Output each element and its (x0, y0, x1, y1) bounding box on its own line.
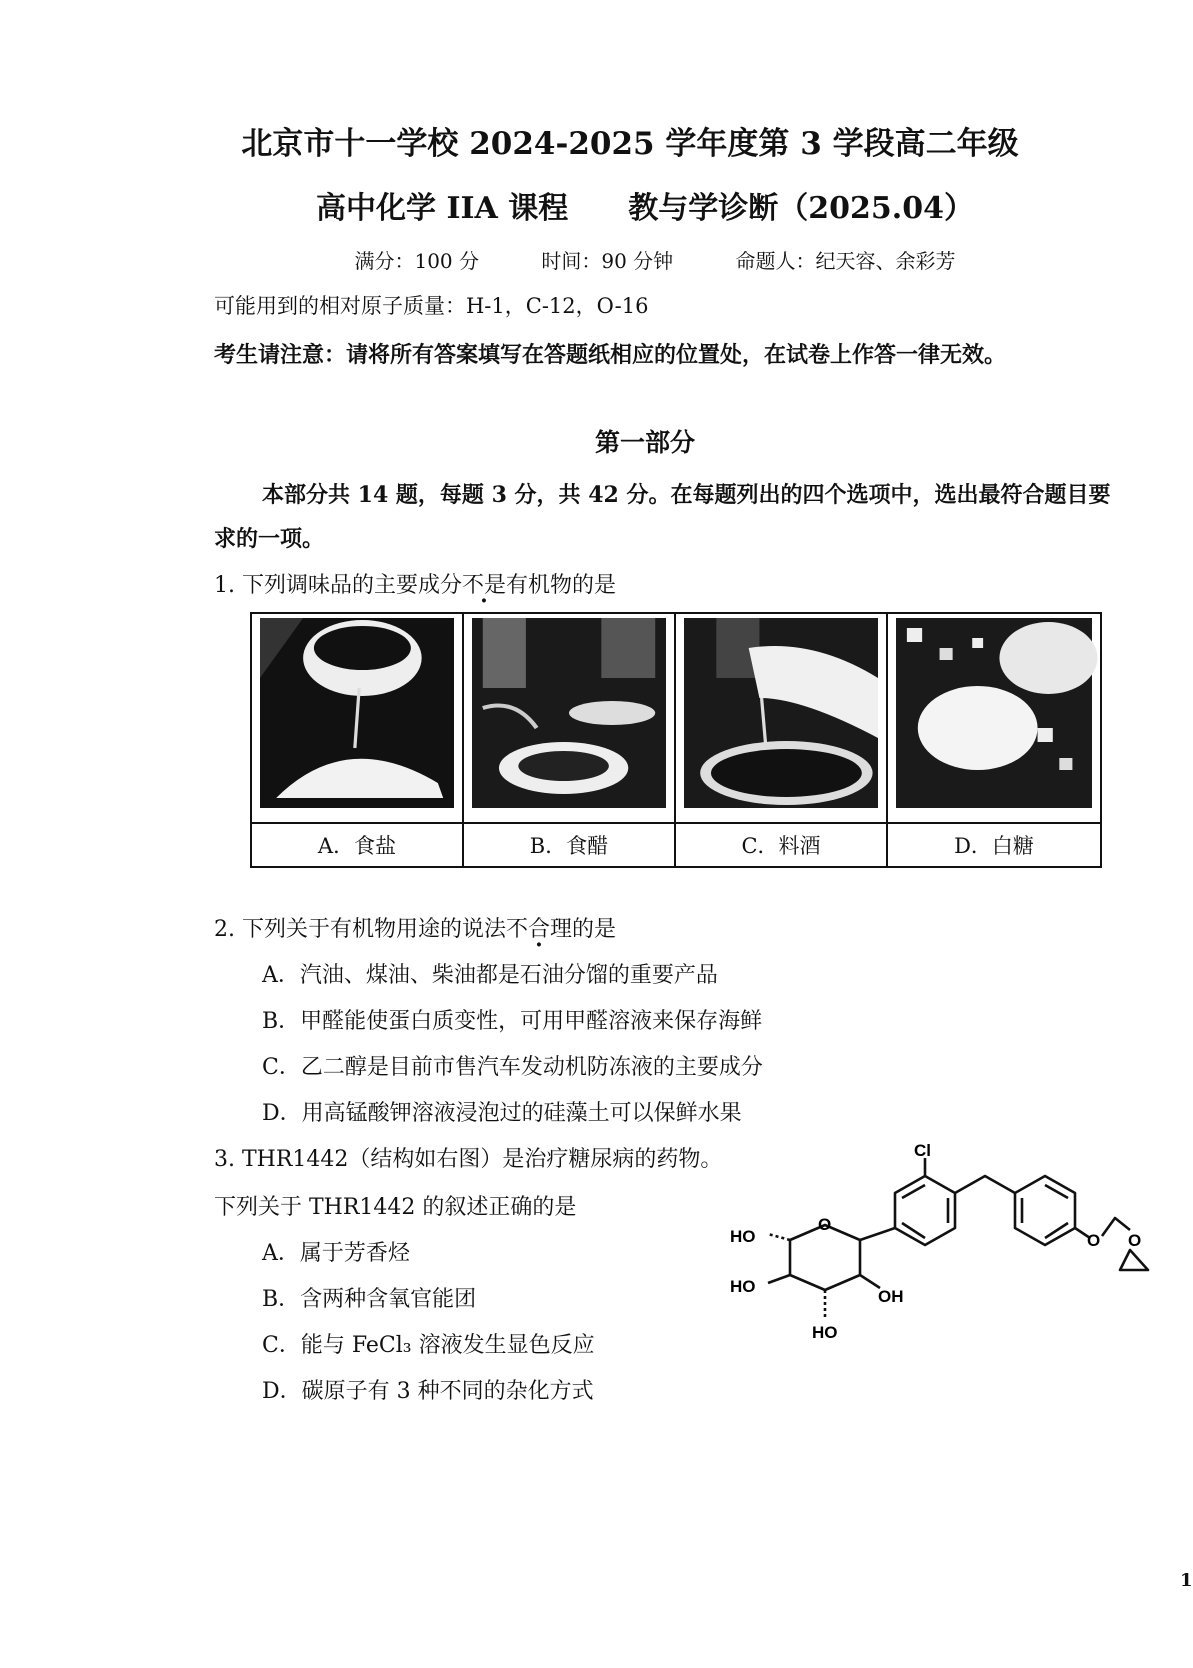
section-intro-line1: 本部分共 14 题，每题 3 分，共 42 分。在每题列出的四个选项中，选出最符合题目要 (262, 482, 1111, 508)
exam-title: 北京市十一学校 2024-2025 学年度第 3 学段高二年级 (241, 126, 1019, 162)
q2-option-b: B．甲醛能使蛋白质变性，可用甲醛溶液来保存海鲜 (262, 1009, 763, 1034)
q3-stem-line2: 下列关于 THR1442 的叙述正确的是 (214, 1195, 577, 1220)
q2-stem (214, 912, 616, 943)
q1-stem (214, 568, 616, 599)
q2-option-c: C．乙二醇是目前市售汽车发动机防冻液的主要成分 (262, 1055, 763, 1080)
q2-stem-after: 的是 (572, 917, 617, 942)
page-number: 1 (1180, 1570, 1193, 1591)
salt-photo (252, 614, 464, 824)
q1-stem-after: 有机物的是 (506, 573, 617, 598)
q1-options-table (250, 612, 1102, 868)
label-cl: Cl (914, 1141, 931, 1160)
cooking-wine-photo (676, 614, 888, 824)
label-o-ether-2: O (1128, 1231, 1142, 1250)
section-title: 第一部分 (594, 428, 695, 457)
q2-option-d: D．用高锰酸钾溶液浸泡过的硅藻土可以保鲜水果 (262, 1101, 742, 1126)
exam-subtitle: 高中化学 IIA 课程 教与学诊断（2025.04） (316, 191, 974, 226)
q3-option-a: A．属于芳香烃 (262, 1241, 410, 1266)
label-o-ether-1: O (1087, 1231, 1101, 1250)
q1-option-a: A．食盐 (252, 824, 464, 866)
label-ho-3: HO (812, 1323, 838, 1342)
q3-option-b: B．含两种含氧官能团 (262, 1287, 477, 1312)
full-score: 满分：100 分 (354, 249, 479, 273)
thr1442-structure (730, 1141, 1150, 1360)
q2-stem-before: 2. 下列关于有机物用途的说法 (214, 917, 506, 942)
label-o-ring: O (818, 1215, 832, 1234)
vinegar-photo (464, 614, 676, 824)
exam-time: 时间：90 分钟 (541, 249, 674, 273)
exam-meta (0, 245, 1190, 274)
q3-option-c: C．能与 FeCl₃ 溶液发生显色反应 (262, 1333, 595, 1358)
q1-stem-emphasis: 不是 (461, 573, 506, 598)
q3-option-d: D．碳原子有 3 种不同的杂化方式 (262, 1379, 594, 1404)
label-ho-1: HO (730, 1227, 756, 1246)
q1-option-c: C．料酒 (676, 824, 888, 866)
q1-option-d: D．白糖 (954, 834, 1034, 858)
q3-stem-line1: 3. THR1442（结构如右图）是治疗糖尿病的药物。 (214, 1147, 723, 1172)
section-intro-line2: 求的一项。 (214, 526, 325, 552)
q1-stem-before: 1. 下列调味品的主要成分 (214, 573, 462, 598)
label-oh: OH (878, 1287, 904, 1306)
sugar-photo (888, 614, 1100, 824)
q2-stem-emphasis: 不合理 (505, 917, 572, 942)
atomic-masses: 可能用到的相对原子质量：H-1，C-12，O-16 (214, 294, 649, 318)
exam-authors: 命题人：纪天容、余彩芳 (735, 249, 956, 273)
exam-notice: 考生请注意：请将所有答案填写在答题纸相应的位置处，在试卷上作答一律无效。 (214, 342, 1007, 368)
q2-option-a: A．汽油、煤油、柴油都是石油分馏的重要产品 (262, 963, 718, 988)
q1-option-b: B．食醋 (464, 824, 676, 866)
label-ho-2: HO (730, 1277, 756, 1296)
